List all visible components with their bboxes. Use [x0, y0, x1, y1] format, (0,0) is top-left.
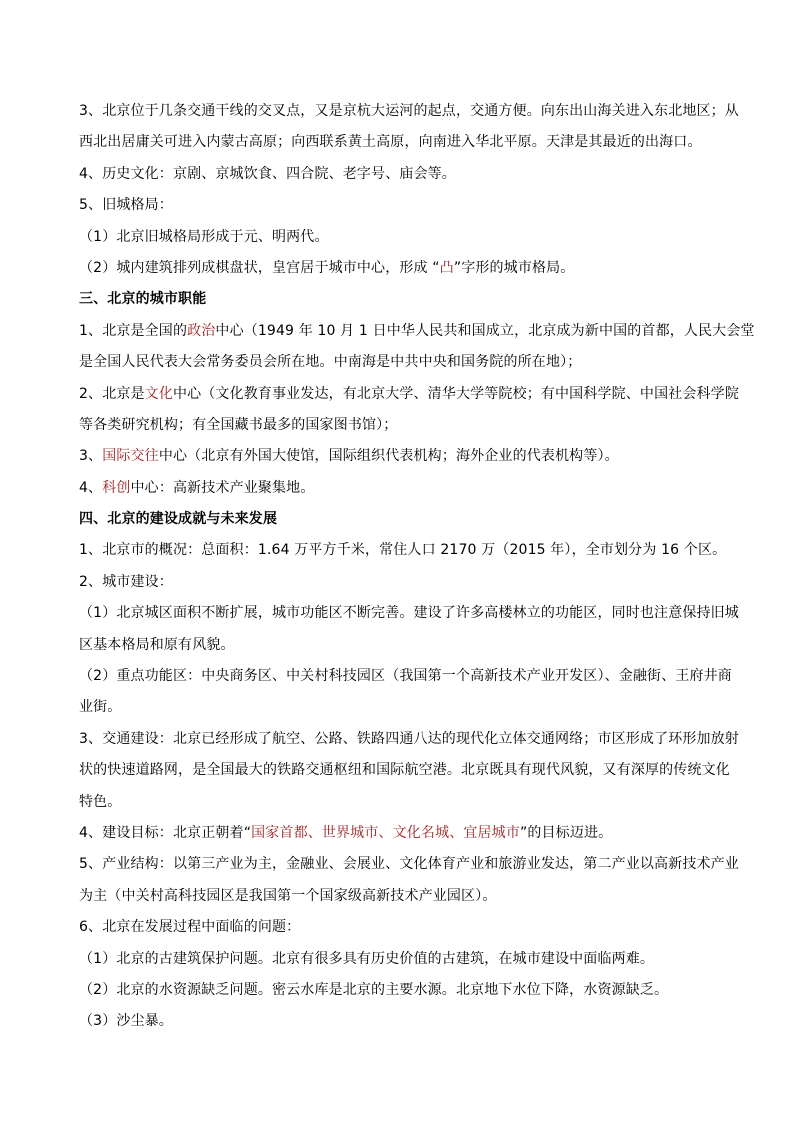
text-run: 1、北京市的概况：总面积：1.64 万平方千米，常住人口 2170 万（2015 年），全市划分为 16 个区。 — [79, 542, 727, 559]
text-run: 中心（文化教育事业发达，有北京大学、清华大学等院校；有中国科学院、中国社会科学院 — [172, 385, 739, 402]
text-run: 2、北京是 — [79, 385, 145, 402]
text-run: 5、旧城格局： — [79, 197, 173, 214]
text-run: 三、北京的城市职能 — [79, 291, 207, 308]
text-line — [79, 567, 723, 598]
text-line — [79, 975, 723, 1006]
text-run: 为主（中关村高科技园区是我国第一个国家级高新技术产业园区）。 — [79, 887, 497, 904]
text-line — [79, 473, 723, 504]
highlighted-term: 国家首都、世界城市、文化名城、宜居城市 — [251, 824, 520, 841]
text-line — [79, 944, 723, 975]
text-line — [79, 630, 723, 661]
text-line — [79, 96, 739, 127]
text-run: 区基本格局和原有风貌。 — [79, 636, 235, 653]
text-line — [79, 347, 723, 378]
text-run: 4、 — [79, 479, 103, 496]
text-run: 西北出居庸关可进入内蒙古高原；向西联系黄土高原，向南进入华北平原。天津是其最近的出海口。 — [79, 134, 702, 151]
text-run: 4、历史文化：京剧、京城饮食、四合院、老字号、庙会等。 — [79, 165, 456, 182]
text-run: 4、建设目标：北京正朝着“ — [79, 824, 252, 841]
text-run: （2）城内建筑排列成棋盘状，皇宫居于城市中心，形成 “ — [79, 259, 440, 276]
text-line — [79, 598, 739, 629]
highlighted-term: 政治 — [187, 322, 216, 339]
text-run: 等各类研究机构；有全国藏书最多的国家图书馆）； — [79, 416, 398, 433]
text-run: ”的目标迈进。 — [519, 824, 613, 841]
text-run: 状的快速道路网，是全国最大的铁路交通枢纽和国际航空港。北京既具有现代风貌，又有深厚的传统文化 — [79, 762, 730, 779]
text-line — [79, 724, 739, 755]
text-line — [79, 253, 723, 284]
text-run: 是全国人民代表大会常务委员会所在地。中南海是中共中央和国务院的所在地）； — [79, 354, 582, 371]
text-run: 特色。 — [79, 793, 122, 810]
text-line — [79, 881, 723, 912]
text-run: 3、交通建设：北京已经形成了航空、公路、铁路四通八达的现代化立体交通网络；市区形成了环形加放射 — [79, 730, 739, 747]
text-run: （2）北京的水资源缺乏问题。密云水库是北京的主要水源。北京地下水位下降，水资源缺乏。 — [79, 981, 669, 998]
text-line — [79, 535, 727, 566]
text-run: 3、 — [79, 448, 103, 465]
document-page — [79, 96, 755, 1038]
text-line — [79, 692, 723, 723]
text-run: 2、城市建设： — [79, 573, 173, 590]
highlighted-term: 凸 — [439, 259, 454, 276]
text-line — [79, 755, 730, 786]
text-run: 中心（1949 年 10 月 1 日中华人民共和国成立，北京成为新中国的首都，人民大会堂 — [215, 322, 755, 339]
text-line — [79, 410, 723, 441]
text-run: 6、北京在发展过程中面临的问题： — [79, 919, 301, 936]
text-run: 业街。 — [79, 699, 122, 716]
text-line — [79, 787, 723, 818]
text-line — [79, 222, 723, 253]
text-line — [79, 441, 723, 472]
text-run: （3）沙尘暴。 — [79, 1013, 173, 1030]
highlighted-term: 文化 — [144, 385, 173, 402]
text-line — [79, 1006, 723, 1037]
text-run: 中心（北京有外国大使馆，国际组织代表机构；海外企业的代表机构等）。 — [158, 448, 619, 465]
highlighted-term: 国际交往 — [102, 448, 159, 465]
text-run: 5、产业结构：以第三产业为主，金融业、会展业、文化体育产业和旅游业发达，第二产业以高新技术产业 — [79, 856, 739, 873]
text-run: 3、北京位于几条交通干线的交叉点，又是京杭大运河的起点，交通方便。向东出山海关进入东北地区；从 — [79, 103, 739, 119]
text-run: 中心：高新技术产业聚集地。 — [130, 479, 315, 496]
highlighted-term: 科创 — [102, 479, 131, 496]
text-line — [79, 190, 723, 221]
text-line — [79, 127, 723, 158]
text-run: 1、北京是全国的 — [79, 322, 188, 339]
section-heading — [79, 504, 723, 535]
text-line — [79, 818, 723, 849]
text-run: （1）北京旧城格局形成于元、明两代。 — [79, 228, 329, 245]
section-heading — [79, 284, 723, 315]
text-line — [79, 661, 732, 692]
text-run: （1）北京城区面积不断扩展，城市功能区不断完善。建设了许多高楼林立的功能区，同时也注意保持旧城 — [79, 605, 739, 622]
text-run: （1）北京的古建筑保护问题。北京有很多具有历史价值的古建筑，在城市建设中面临两难。 — [79, 950, 655, 967]
text-run: 四、北京的建设成就与未来发展 — [79, 511, 278, 528]
text-line — [79, 912, 723, 943]
text-line — [79, 159, 723, 190]
text-run: ”字形的城市格局。 — [453, 259, 575, 276]
text-line — [79, 379, 739, 410]
text-line — [79, 316, 755, 347]
text-line — [79, 849, 739, 880]
text-run: （2）重点功能区：中央商务区、中关村科技园区（我国第一个高新技术产业开发区）、金融街、王府井商 — [79, 668, 732, 685]
